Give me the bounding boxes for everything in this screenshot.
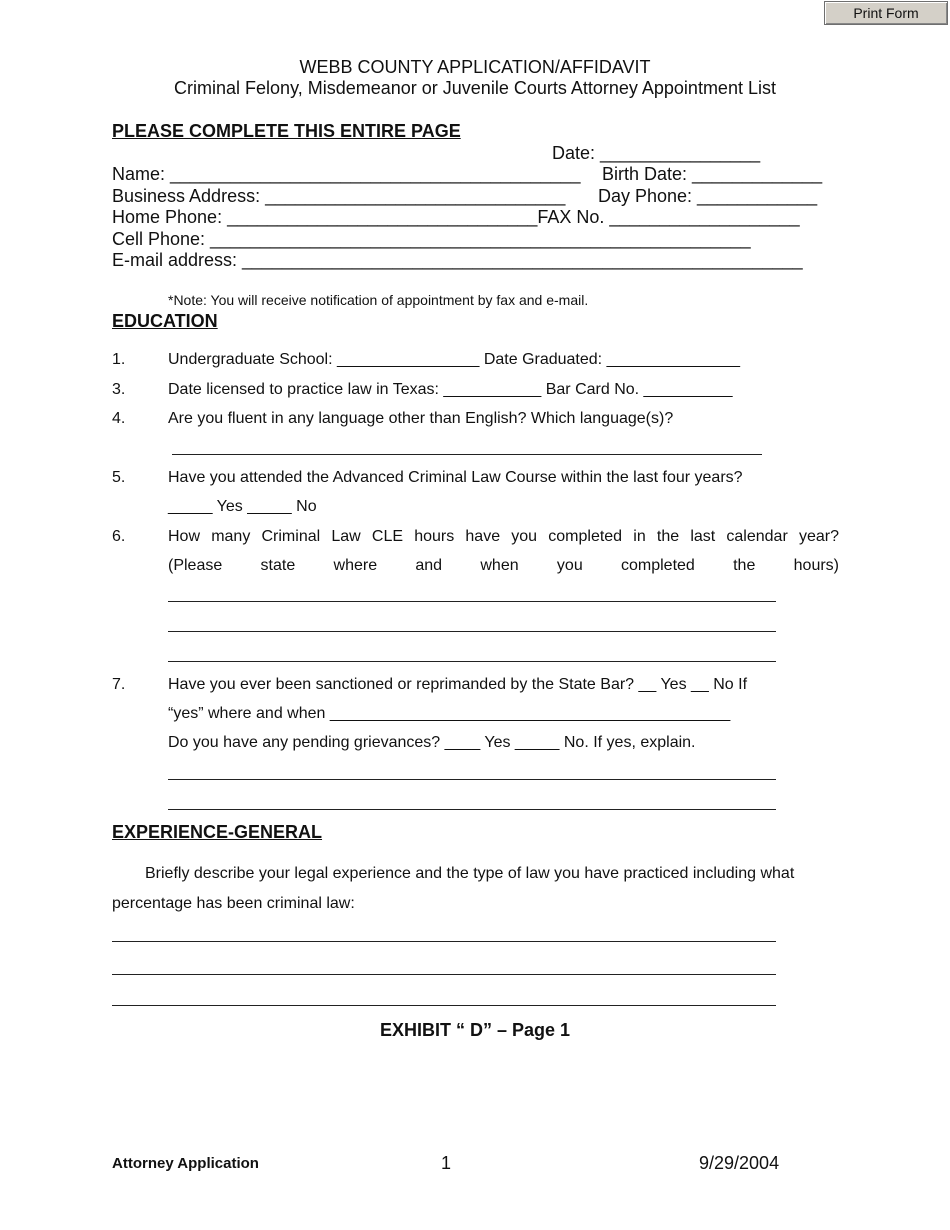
question-number: 6. bbox=[112, 528, 126, 545]
business-address-field[interactable]: Business Address: ______________________________ bbox=[112, 186, 566, 206]
sanction-question[interactable]: Have you ever been sanctioned or reprimanded by the State Bar? __ Yes __ No If bbox=[168, 676, 748, 693]
cle-answer-line[interactable] bbox=[168, 631, 776, 632]
day-phone-field[interactable]: Day Phone: ____________ bbox=[598, 186, 818, 206]
birth-date-field[interactable]: Birth Date: _____________ bbox=[602, 164, 823, 184]
question-number: 4. bbox=[112, 410, 126, 427]
experience-prompt-cont: percentage has been criminal law: bbox=[112, 895, 355, 912]
question-number: 5. bbox=[112, 469, 126, 486]
cle-answer-line[interactable] bbox=[168, 661, 776, 662]
advanced-course-answer[interactable]: _____ Yes _____ No bbox=[168, 498, 317, 515]
footer-document-name: Attorney Application bbox=[112, 1155, 259, 1172]
print-form-button[interactable]: Print Form bbox=[824, 1, 948, 25]
language-question: Are you fluent in any language other than English? Which language(s)? bbox=[168, 410, 674, 427]
form-subtitle: Criminal Felony, Misdemeanor or Juvenile Courts Attorney Appointment List bbox=[174, 78, 776, 98]
question-number: 7. bbox=[112, 676, 126, 693]
experience-answer-line[interactable] bbox=[112, 1005, 776, 1006]
experience-answer-line[interactable] bbox=[112, 941, 776, 942]
cle-hours-question: How many Criminal Law CLE hours have you completed in the last calendar year? bbox=[168, 528, 839, 545]
instruction-heading: PLEASE COMPLETE THIS ENTIRE PAGE bbox=[112, 121, 461, 141]
language-answer-line[interactable] bbox=[172, 454, 762, 455]
grievance-answer-line[interactable] bbox=[168, 779, 776, 780]
undergraduate-question[interactable]: Undergraduate School: ________________ Date Graduated: _______________ bbox=[168, 351, 741, 368]
cle-hours-question-cont: (Please state where and when you completed the hours) bbox=[168, 557, 839, 574]
email-field[interactable]: E-mail address: ________________________________________________________ bbox=[112, 250, 803, 270]
grievance-answer-line[interactable] bbox=[168, 809, 776, 810]
education-heading: EDUCATION bbox=[112, 311, 218, 331]
form-title: WEBB COUNTY APPLICATION/AFFIDAVIT bbox=[299, 57, 651, 77]
license-question[interactable]: Date licensed to practice law in Texas: ___________ Bar Card No. __________ bbox=[168, 381, 733, 398]
name-field[interactable]: Name: _________________________________________ bbox=[112, 164, 581, 184]
cell-phone-field[interactable]: Cell Phone: ______________________________________________________ bbox=[112, 229, 751, 249]
question-number: 3. bbox=[112, 381, 126, 398]
footer-page-number: 1 bbox=[441, 1153, 452, 1173]
experience-prompt: Briefly describe your legal experience and the type of law you have practiced including what bbox=[145, 865, 795, 882]
home-phone-fax-field[interactable]: Home Phone: _______________________________FAX No. ___________________ bbox=[112, 207, 800, 227]
cle-answer-line[interactable] bbox=[168, 601, 776, 602]
exhibit-label: EXHIBIT “ D” – Page 1 bbox=[379, 1020, 571, 1040]
notification-note: *Note: You will receive notification of appointment by fax and e-mail. bbox=[168, 292, 589, 308]
experience-heading: EXPERIENCE-GENERAL bbox=[112, 822, 323, 842]
date-field[interactable]: Date: ________________ bbox=[552, 143, 761, 163]
grievance-question[interactable]: Do you have any pending grievances? ____ Yes _____ No. If yes, explain. bbox=[168, 734, 696, 751]
question-number: 1. bbox=[112, 351, 126, 368]
experience-answer-line[interactable] bbox=[112, 974, 776, 975]
footer-date: 9/29/2004 bbox=[699, 1153, 780, 1173]
sanction-details-field[interactable]: “yes” where and when _____________________________________________ bbox=[168, 705, 731, 722]
advanced-course-question: Have you attended the Advanced Criminal Law Course within the last four years? bbox=[168, 469, 743, 486]
